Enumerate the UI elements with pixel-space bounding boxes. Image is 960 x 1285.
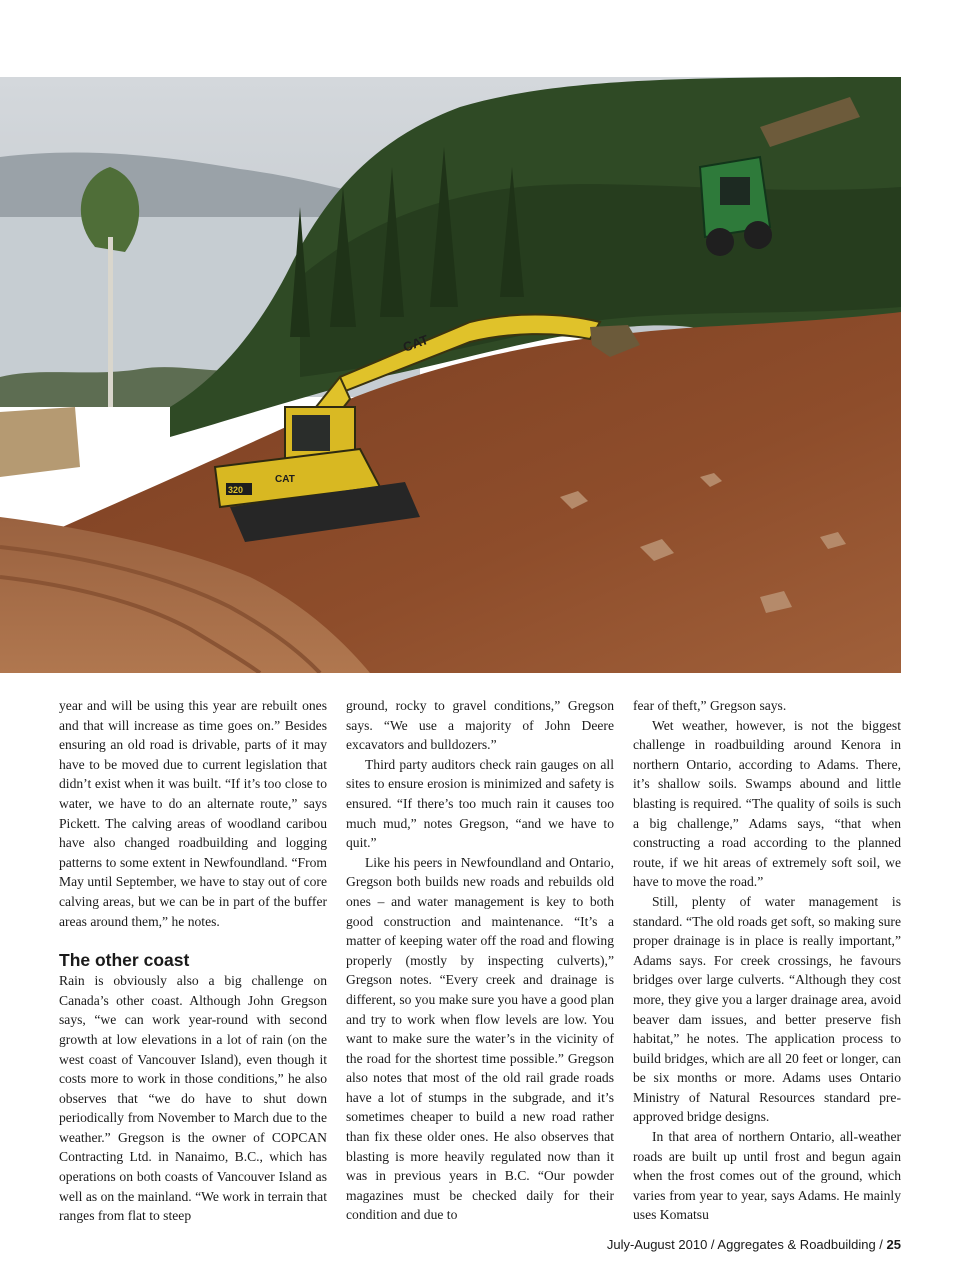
feature-photo bbox=[0, 77, 901, 673]
log-pile bbox=[0, 407, 80, 477]
excavator-body-logo: CAT bbox=[275, 474, 295, 485]
paragraph: Still, plenty of water management is standard. “The old roads get soft, so making sure proper drainage is in place is really important,” Adams says. For creek crossings, he favours bridges over large culverts. “Although they cost more, they give you a larger drainage area, avoid beaver dam issues, and better preserve fish habitat,” he notes. The application process to build bridges, which are all 20 feet or longer, can be six months or more. Adams uses Ontario Ministry of Natural Resources standard pre-approved bridge designs. bbox=[633, 893, 901, 1125]
subheading: The other coast bbox=[59, 950, 190, 971]
paragraph: fear of theft,” Gregson says. bbox=[633, 698, 787, 713]
photo-illustration bbox=[0, 77, 901, 673]
paragraph: In that area of northern Ontario, all-weather roads are built up until frost and begun again when the frost comes out of the ground, which varies from year to year, says Adams. He mainly uses Komatsu bbox=[633, 1129, 901, 1223]
paragraph: Third party auditors check rain gauges on all sites to ensure erosion is minimized and safety is ensured. “If there’s too much rain it causes too much mud,” notes Gregson, “and we have to quit.” bbox=[346, 756, 614, 851]
page-number: 25 bbox=[886, 1237, 901, 1252]
birch-trunk bbox=[108, 237, 113, 407]
paragraph: Like his peers in Newfoundland and Ontario, Gregson both builds new roads and rebuilds old ones – and water management is key to both good construction and maintenance. “It’s a matter of keeping water off the road and flowing properly (mostly by inspecting culverts),” Gregson notes. “Every creek and drainage is different, so you make sure you have a good plan and try to work when flow levels are low. You want to make sure the water’s in the vicinity of the road for the shortest time possible.” Gregson also notes that most of the old rail grade roads have a lot of stumps in the subgrade, and it’s sometimes cheaper to build a new road rather than fix these older ones. He also observes that blasting is more heavily regulated now than it was in previous years in B.C. “Our powder magazines must be checked daily for their condition and due to bbox=[346, 854, 614, 1223]
text-column-3 bbox=[633, 696, 901, 1225]
paragraph: Rain is obviously also a big challenge on Canada’s other coast. Although John Gregson says, “we can work year-round with second growth at low elevations in a lot of rain (on the west coast of Vancouver Island), even though it costs more to work in those conditions,” he also observes that “we do have to shut down periodically from November to March due to the weather.” Gregson is the owner of COPCAN Contracting Ltd. in Nanaimo, B.C., which has operations on both coasts of Vancouver Island as well as on the mainland. “We work in terrain that ranges from flat to steep bbox=[59, 973, 327, 1224]
page-footer bbox=[607, 1237, 901, 1252]
excavator-boom-logo: CAT bbox=[400, 331, 431, 355]
excavator-model-number: 320 bbox=[228, 485, 244, 495]
footer-issue-line: July-August 2010 / Aggregates & Roadbuilding / bbox=[606, 1237, 887, 1252]
paragraph: year and will be using this year are rebuilt ones and that will increase as time goes on.” Besides ensuring an old road is drivable, parts of it may have to be moved due to current legislation that didn’t exist when it was built. “If it’s too close to water, we have to do an alternate route,” says Pickett. The calving areas of woodland caribou have also changed roadbuilding and logging patterns to some extent in Newfoundland. “From May until September, we have to stay out of core calving areas, but we can be in part of the buffer areas around them,” he notes. bbox=[59, 698, 327, 929]
paragraph: Wet weather, however, is not the biggest challenge in roadbuilding around Kenora in northern Ontario, according to Adams. There, it’s shallow soils. Swamps abound and little blasting is required. “The quality of soils is such a big challenge,” Adams says, “that when constructing a road according to the planned route, if we hit areas of extremely soft soil, we have to move the road.” bbox=[633, 717, 901, 890]
text-column-2 bbox=[346, 696, 614, 1225]
text-column-1 bbox=[59, 696, 327, 1226]
paragraph: ground, rocky to gravel conditions,” Gregson says. “We use a majority of John Deere excavators and bulldozers.” bbox=[346, 698, 614, 753]
